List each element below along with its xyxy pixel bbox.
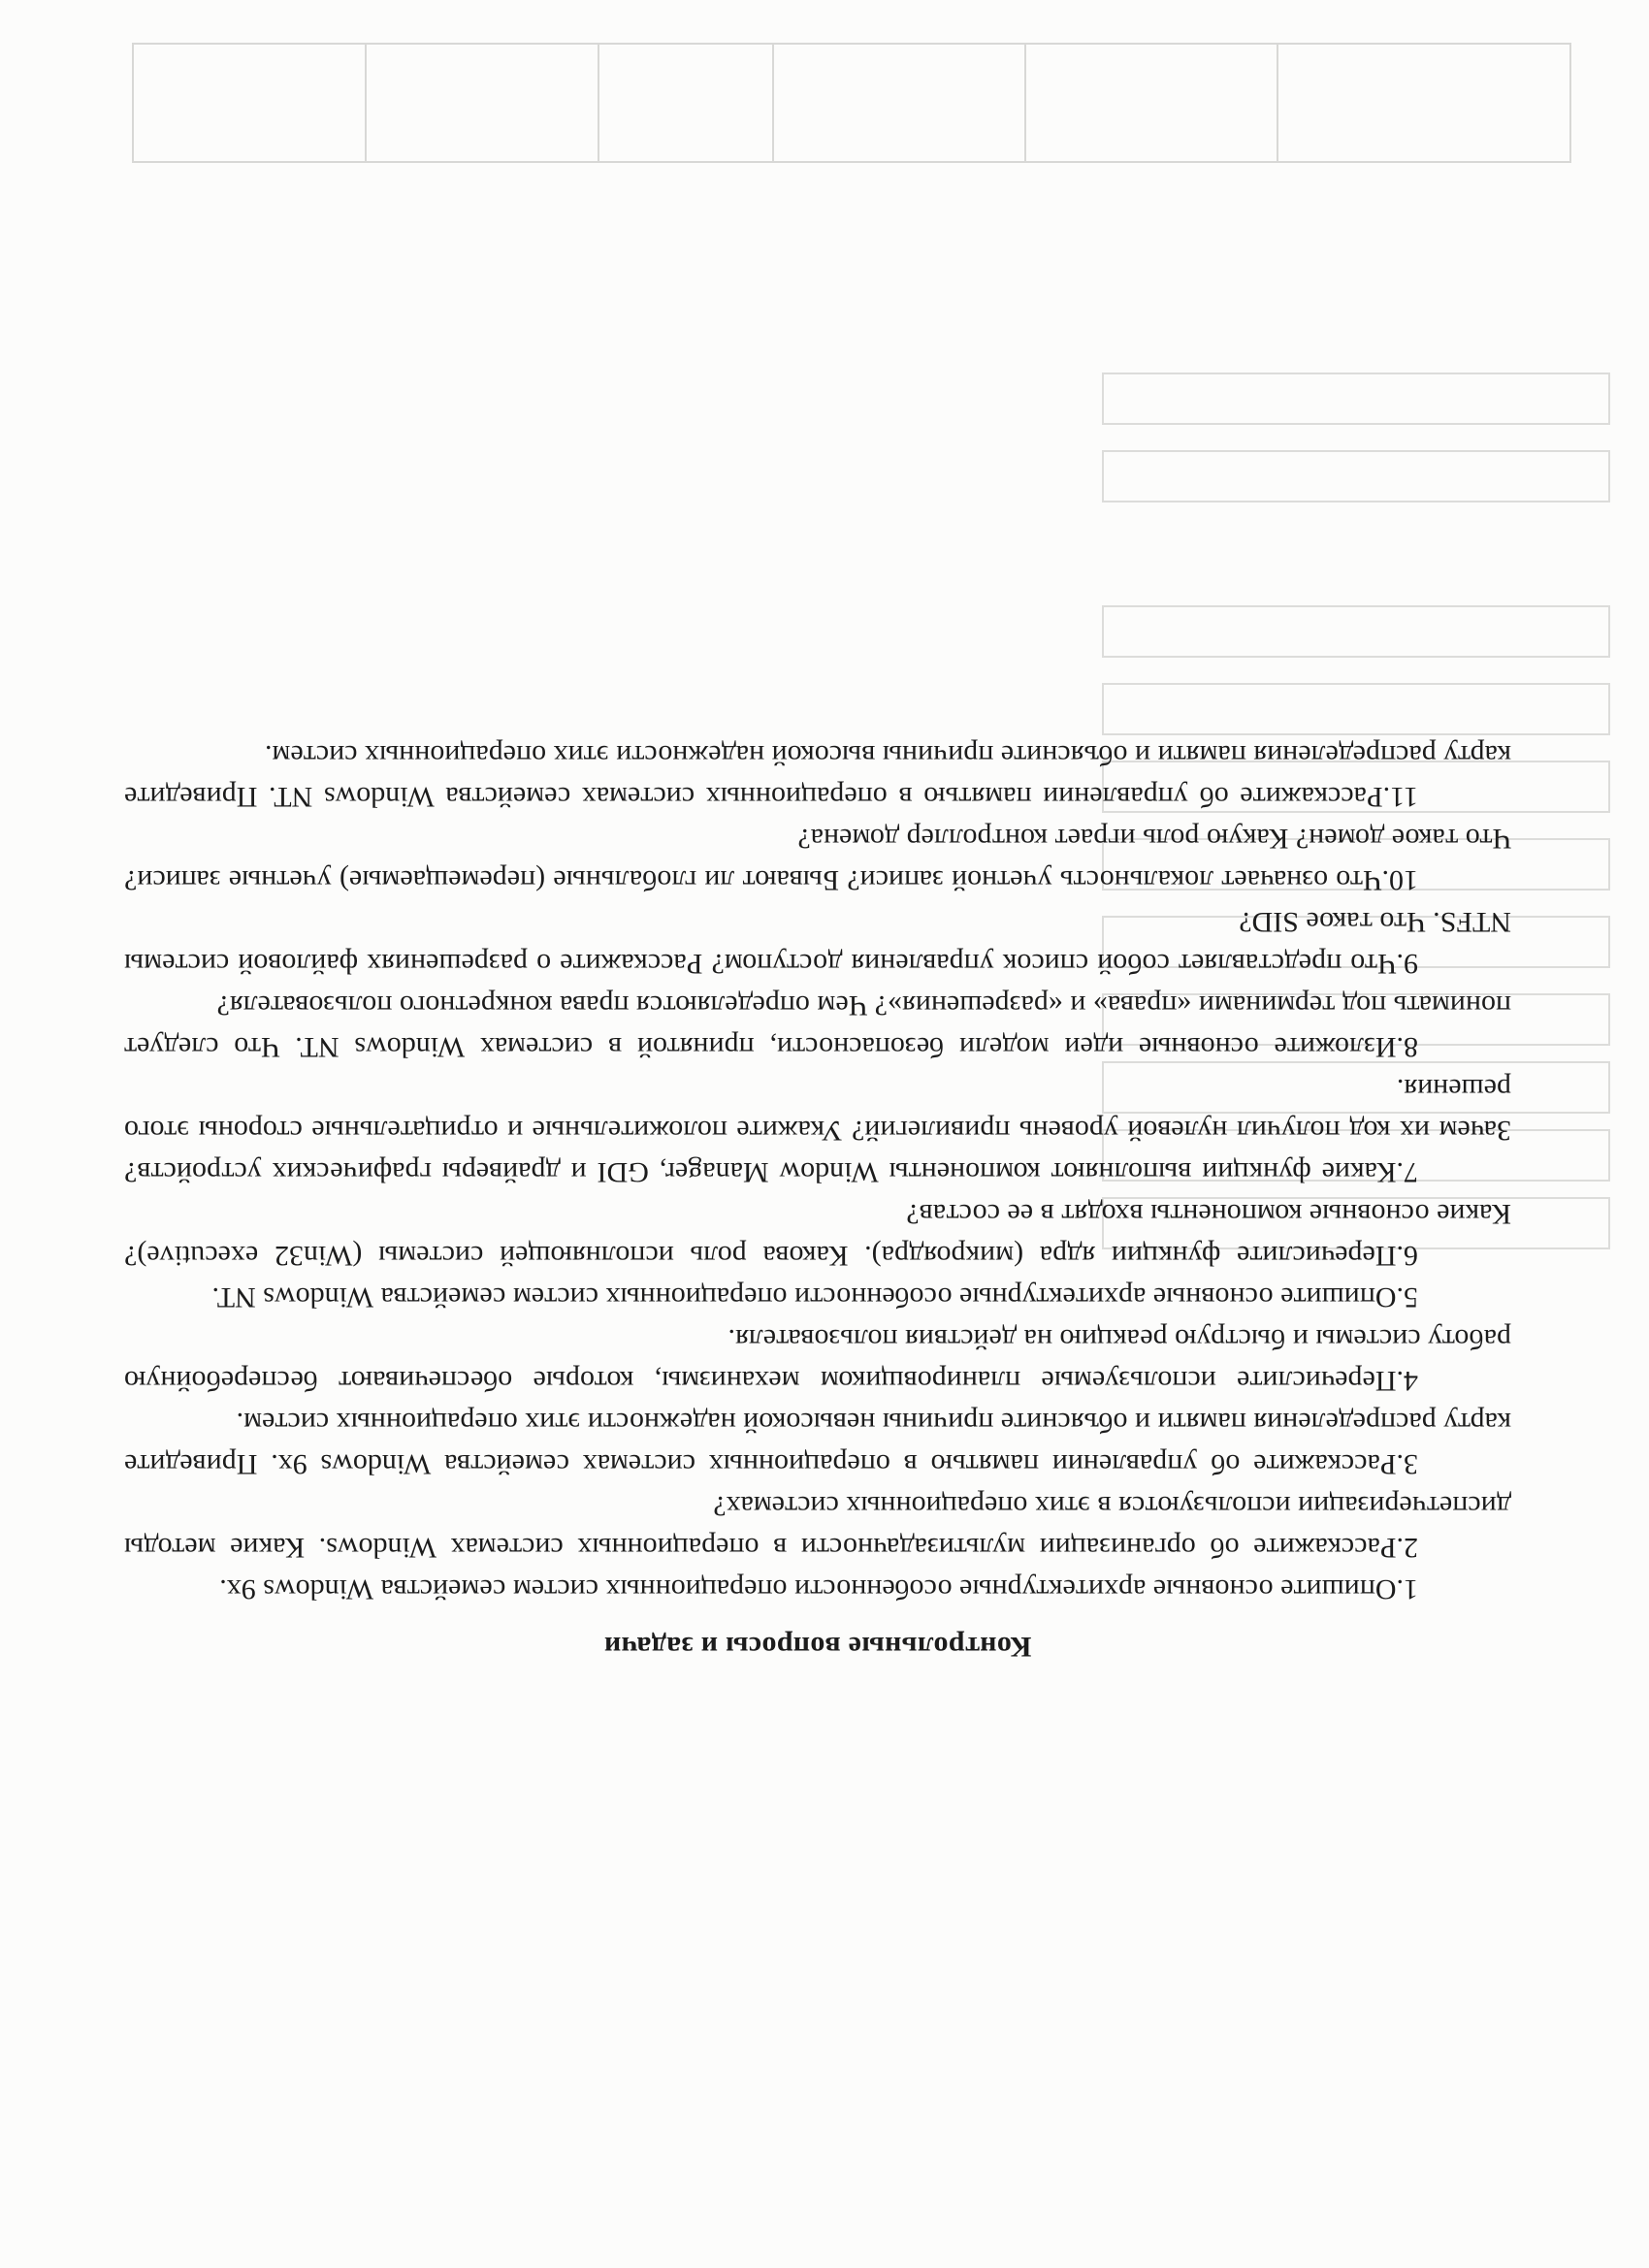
question-item bbox=[124, 734, 1511, 818]
question-item bbox=[124, 1569, 1511, 1610]
question-item bbox=[124, 1277, 1511, 1318]
questions-section bbox=[124, 734, 1511, 1663]
question-text: Расскажите об управлении памятью в операционных системах семейства Windows NT. Приведите карту распределения памяти и объясните причины высокой надежности этих операционных систем. bbox=[124, 739, 1511, 813]
question-item bbox=[124, 1193, 1511, 1277]
questions-list bbox=[124, 734, 1511, 1610]
question-item bbox=[124, 1068, 1511, 1193]
question-number: 8. bbox=[1396, 1031, 1418, 1063]
question-number: 1. bbox=[1396, 1573, 1418, 1605]
section-heading: Контрольные вопросы и задачи bbox=[603, 1631, 1032, 1663]
question-text: Какие функции выполняют компоненты Window Manager, GDI и драйверы графических устройств? Зачем их код получил нулевой уровень привилегий? Укажите положительные и отрицательные стороны этого решения. bbox=[124, 1073, 1511, 1188]
question-number: 2. bbox=[1396, 1532, 1418, 1564]
question-item bbox=[124, 1318, 1511, 1402]
question-number: 10. bbox=[1381, 864, 1418, 896]
question-text: Изложите основные идеи модели безопасности, принятой в системах Windows NT. Что следует понимать под терминами «права» и «разрешения»? Чем определяются права конкретного пользователя? bbox=[124, 989, 1511, 1063]
question-text: Опишите основные архитектурные особенности операционных систем семейства Windows NT. bbox=[211, 1281, 1397, 1313]
question-item bbox=[124, 1485, 1511, 1569]
question-number: 11. bbox=[1382, 781, 1418, 813]
question-number: 6. bbox=[1396, 1240, 1418, 1272]
question-number: 9. bbox=[1396, 948, 1418, 980]
question-text: Перечислите функции ядра (микроядра). Какова роль исполняющей системы (Win32 executive)? Какие основные компоненты входят в ее состав? bbox=[124, 1198, 1511, 1272]
question-number: 7. bbox=[1396, 1156, 1418, 1188]
bleed-through-frame bbox=[132, 43, 1571, 163]
question-item bbox=[124, 985, 1511, 1068]
question-text: Расскажите об управлении памятью в операционных системах семейства Windows 9x. Приведите карту распределения памяти и объясните причины невысокой надежности этих операционных систем. bbox=[124, 1407, 1511, 1480]
question-number: 4. bbox=[1396, 1365, 1418, 1397]
question-text: Перечислите используемые планировщиком механизмы, которые обеспечивают бесперебойную работу системы и быструю реакцию на действия пользователя. bbox=[124, 1323, 1511, 1397]
question-text: Что представляет собой список управления доступом? Расскажите о разрешениях файловой системы NTFS. Что такое SID? bbox=[124, 906, 1511, 980]
question-text: Опишите основные архитектурные особенности операционных систем семейства Windows 9x. bbox=[219, 1573, 1397, 1605]
bleed-through-box bbox=[1102, 683, 1610, 735]
bleed-through-box bbox=[1102, 605, 1610, 658]
question-item bbox=[124, 1402, 1511, 1485]
bleed-through-box bbox=[1102, 373, 1610, 425]
question-item bbox=[124, 818, 1511, 901]
bleed-through-box bbox=[1102, 450, 1610, 502]
question-number: 5. bbox=[1396, 1281, 1418, 1313]
question-text: Расскажите об организации мультизадачности в операционных системах Windows. Какие методы диспетчеризации используются в этих операционных системах? bbox=[124, 1490, 1511, 1564]
question-text: Что означает локальность учетной записи? Бывают ли глобальные (перемещаемые) учетные записи? Что такое домен? Какую роль играет контроллер домена? bbox=[124, 823, 1511, 896]
question-item bbox=[124, 901, 1511, 985]
question-number: 3. bbox=[1396, 1448, 1418, 1480]
